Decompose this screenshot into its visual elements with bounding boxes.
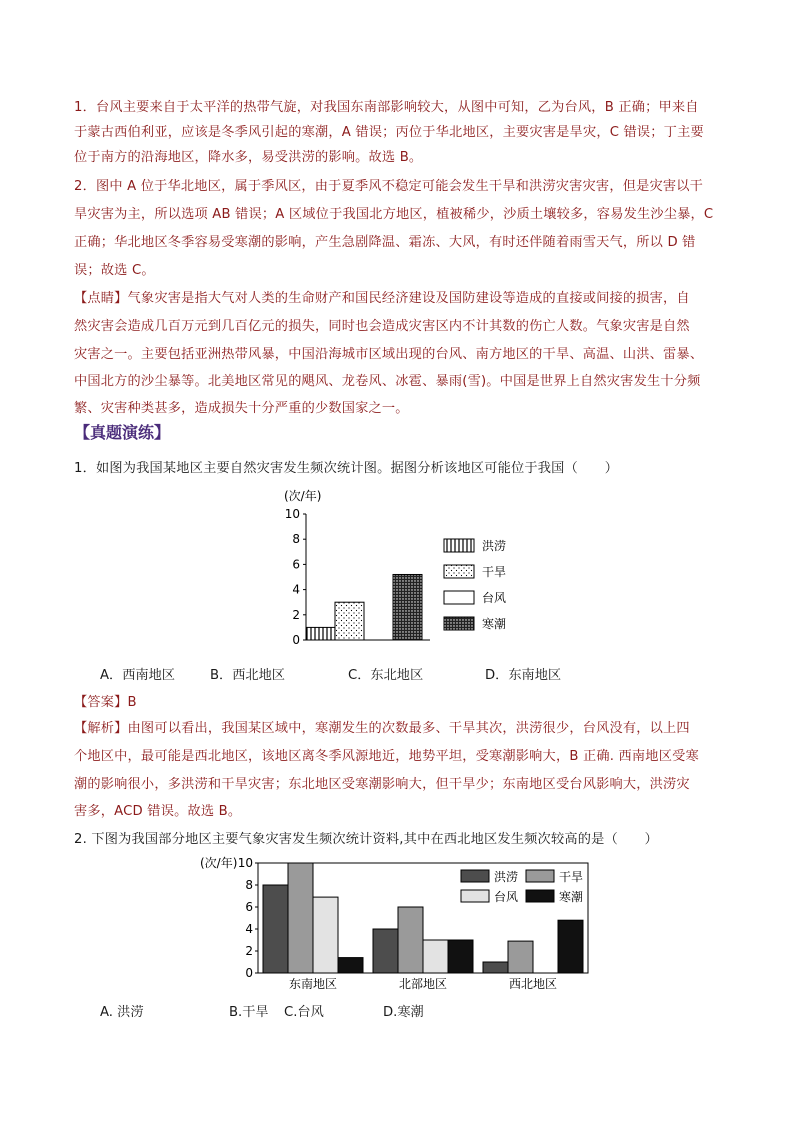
- q1-stem: 1．如图为我国某地区主要自然灾害发生频次统计图。据图分析该地区可能位于我国（ ）: [74, 461, 619, 476]
- q1-legend-label: 台风: [482, 591, 507, 605]
- q1-analysis-line: 潮的影响很小，多洪涝和干旱灾害；东北地区受寒潮影响大，但干旱少；东南地区受台风影响大，洪涝灾: [74, 777, 690, 792]
- explanation-line: 于蒙古西伯利亚，应该是冬季风引起的寒潮，A 错误；丙位于华北地区，主要灾害是旱灾，C 错误；丁主要: [74, 125, 704, 140]
- q2-bar-2-1: [373, 929, 398, 973]
- q1-y-tick-label: 0: [292, 633, 300, 647]
- q1-y-tick-label: 2: [292, 607, 300, 622]
- q2-option-b[interactable]: B.干旱: [229, 1005, 269, 1020]
- q2-y-tick-label: 10: [237, 856, 253, 870]
- q1-chart: [270, 484, 530, 649]
- q1-analysis-line: 【解析】由图可以看出，我国某区域中，寒潮发生的次数最多、干旱其次，洪涝很少，台风没有，以上四: [74, 721, 690, 736]
- q2-legend-label: 干旱: [559, 870, 584, 884]
- q1-legend-swatch: [444, 617, 474, 630]
- q2-legend-swatch: [461, 890, 489, 902]
- q2-option-a[interactable]: A. 洪涝: [100, 1005, 144, 1020]
- section-heading: 【真题演练】: [74, 423, 171, 442]
- tips-line: 【点睛】气象灾害是指大气对人类的生命财产和国民经济建设及国防建设等造成的直接或间接的损害，自: [74, 291, 690, 306]
- q2-legend-label: 洪涝: [494, 870, 519, 884]
- q2-bar-2-4: [448, 940, 473, 973]
- q2-y-tick-label: 0: [245, 966, 253, 980]
- explanation-line: 误；故选 C。: [74, 263, 155, 278]
- q2-bar-1-4: [338, 958, 363, 973]
- q2-legend-label: 台风: [494, 890, 519, 904]
- q2-category-label: 东南地区: [288, 977, 338, 991]
- tips-line: 繁、灾害种类甚多，造成损失十分严重的少数国家之一。: [74, 401, 409, 416]
- q1-option-a[interactable]: A．西南地区: [100, 668, 175, 683]
- q1-y-tick-label: 10: [284, 507, 300, 521]
- q2-legend-swatch: [461, 870, 489, 882]
- q2-bar-1-1: [263, 885, 288, 973]
- explanation-line: 位于南方的沿海地区，降水多，易受洪涝的影响。故选 B。: [74, 150, 423, 165]
- q2-bar-1-2: [288, 863, 313, 973]
- explanation-line: 1．台风主要来自于太平洋的热带气旋，对我国东南部影响较大，从图中可知，乙为台风，B 正确；甲来自: [74, 100, 699, 115]
- tips-line: 然灾害会造成几百万元到几百亿元的损失，同时也会造成灾害区内不计其数的伤亡人数。气象灾害是自然: [74, 319, 690, 334]
- q1-legend-label: 干旱: [482, 565, 507, 579]
- q2-y-tick-label: 4: [245, 922, 253, 936]
- q2-bar-2-3: [423, 940, 448, 973]
- q2-option-d[interactable]: D.寒潮: [383, 1005, 424, 1020]
- explanation-line: 2．图中 A 位于华北地区，属于季风区，由于夏季风不稳定可能会发生干旱和洪涝灾害灾害，但是灾害以干: [74, 179, 704, 194]
- q1-y-tick-label: 4: [292, 582, 300, 597]
- q2-chart: [196, 852, 596, 994]
- q2-y-tick-label: 8: [245, 878, 253, 892]
- q1-legend-label: 洪涝: [482, 539, 507, 553]
- q2-legend-label: 寒潮: [559, 890, 584, 904]
- q1-analysis-line: 个地区中，最可能是西北地区，该地区离冬季风源地近，地势平坦，受寒潮影响大，B 正确. 西南地区受寒: [74, 749, 699, 764]
- explanation-line: 正确；华北地区冬季容易受寒潮的影响，产生急剧降温、霜冻、大风，有时还伴随着雨雪天气，所以 D 错: [74, 235, 696, 250]
- tips-line: 灾害之一。主要包括亚洲热带风暴，中国沿海城市区域出现的台风、南方地区的干旱、高温、山洪、雷暴、: [74, 347, 704, 362]
- q2-option-c[interactable]: C.台风: [284, 1005, 324, 1020]
- q1-bar-1: [306, 627, 335, 640]
- q1-legend-swatch: [444, 591, 474, 604]
- q1-legend-swatch: [444, 565, 474, 578]
- q1-bar-4: [393, 574, 422, 640]
- q1-option-c[interactable]: C．东北地区: [348, 668, 424, 683]
- q2-bar-2-2: [398, 907, 423, 973]
- q1-y-tick-label: 8: [292, 532, 300, 547]
- q2-bar-3-4: [558, 920, 583, 973]
- q2-y-tick-label: 6: [245, 900, 253, 914]
- q2-bar-1-3: [313, 897, 338, 973]
- q1-answer: 【答案】B: [74, 695, 137, 710]
- q2-category-label: 西北地区: [508, 977, 558, 991]
- q1-analysis-line: 害多，ACD 错误。故选 B。: [74, 804, 242, 819]
- q1-option-d[interactable]: D．东南地区: [485, 668, 562, 683]
- q1-option-b[interactable]: B．西北地区: [210, 668, 285, 683]
- q2-legend-swatch: [526, 870, 554, 882]
- q2-legend-swatch: [526, 890, 554, 902]
- q2-stem: 2. 下图为我国部分地区主要气象灾害发生频次统计资料,其中在西北地区发生频次较高的是（ ）: [74, 832, 659, 847]
- explanation-line: 旱灾害为主，所以选项 AB 错误；A 区域位于我国北方地区，植被稀少，沙质土壤较多，容易发生沙尘暴，C: [74, 207, 714, 222]
- q2-category-label: 北部地区: [398, 977, 448, 991]
- tips-line: 中国北方的沙尘暴等。北美地区常见的飓风、龙卷风、冰雹、暴雨(雪)。中国是世界上自然灾害发生十分频: [74, 374, 701, 389]
- q2-y-unit: (次/年): [200, 856, 238, 870]
- q1-bar-2: [335, 602, 364, 640]
- q1-y-unit: (次/年): [284, 489, 322, 503]
- q2-bar-3-1: [483, 962, 508, 973]
- q2-bar-3-2: [508, 941, 533, 973]
- q1-legend-label: 寒潮: [482, 617, 507, 631]
- q1-legend-swatch: [444, 539, 474, 552]
- q1-y-tick-label: 6: [292, 557, 300, 572]
- q2-y-tick-label: 2: [245, 944, 253, 958]
